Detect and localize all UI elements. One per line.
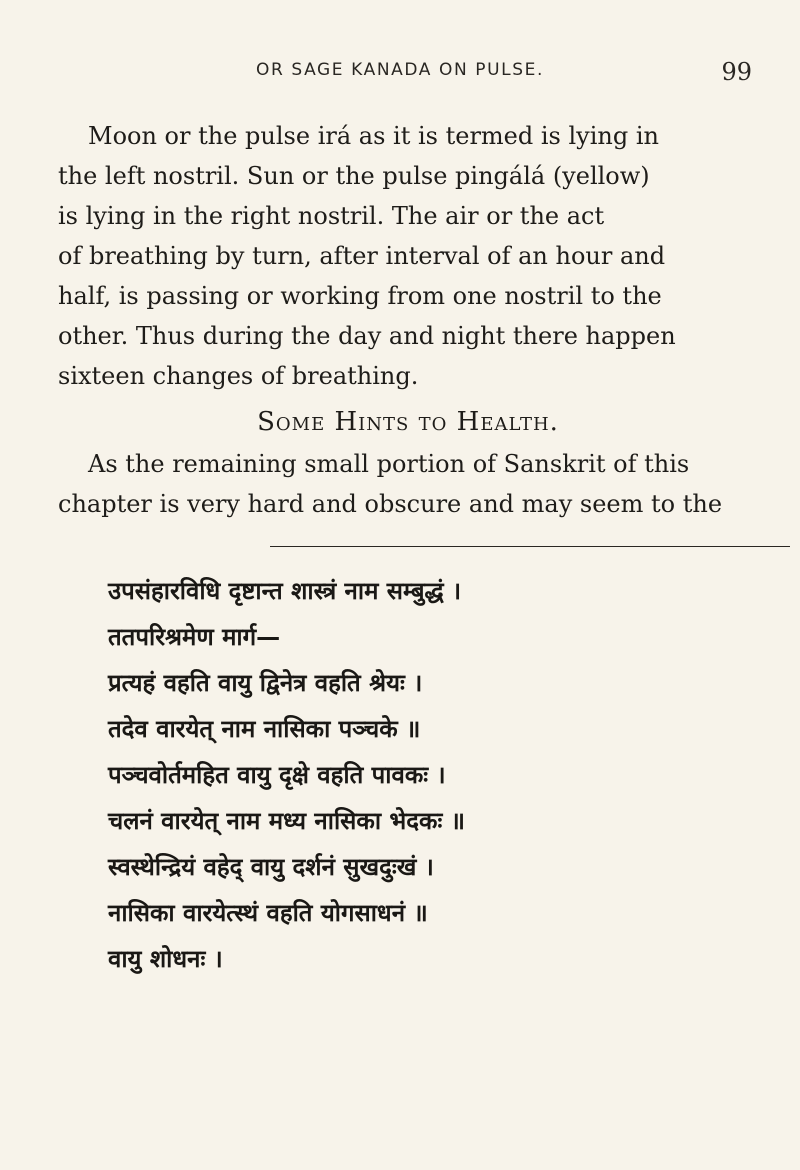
text-line: sixteen changes of breathing. [58,362,419,390]
verse-line: तदेव वारयेत् नाम नासिका पञ्चके ॥ [108,715,421,743]
divider-rule [270,546,790,547]
page-header [0,60,800,90]
body-text [58,116,758,524]
verse-line: वायु शोधनः । [108,945,223,973]
text-line: is lying in the right nostril. The air or the act [58,202,605,230]
verse-line: उपसंहारविधि दृष्टान्त शास्त्रं नाम सम्बुद्धं । [108,577,462,605]
text-line: of breathing by turn, after interval of an hour and [58,242,666,270]
verse-line: ततपरिश्रमेण मार्ग— [108,623,281,651]
verse-line: चलनं वारयेत् नाम मध्य नासिका भेदकः ॥ [108,807,466,835]
text-line: Moon or the pulse irá as it is termed is lying in [88,122,659,150]
verse-line: प्रत्यहं वहति वायु द्विनेत्र वहति श्रेयः । [108,669,423,697]
text-line: the left nostril. Sun or the pulse pingálá (yellow) [58,162,650,190]
text-line: As the remaining small portion of Sanskrit of this [88,450,690,478]
text-line: chapter is very hard and obscure and may seem to the [58,490,723,518]
verse-line: स्वस्थेन्द्रियं वहेद् वायु दर्शनं सुखदुःखं । [108,853,434,881]
running-head: OR SAGE KANADA ON PULSE. [255,60,544,80]
section-heading: Some Hints to Health. [257,407,559,437]
text-line: half, is passing or working from one nostril to the [58,282,662,310]
sanskrit-verses [108,568,748,982]
verse-line: पञ्चवोर्तमहित वायु दृक्षे वहति पावकः । [108,761,446,789]
page-number: 99 [721,58,752,86]
text-line: other. Thus during the day and night there happen [58,322,676,350]
verse-line: नासिका वारयेत्स्थं वहति योगसाधनं ॥ [108,899,428,927]
